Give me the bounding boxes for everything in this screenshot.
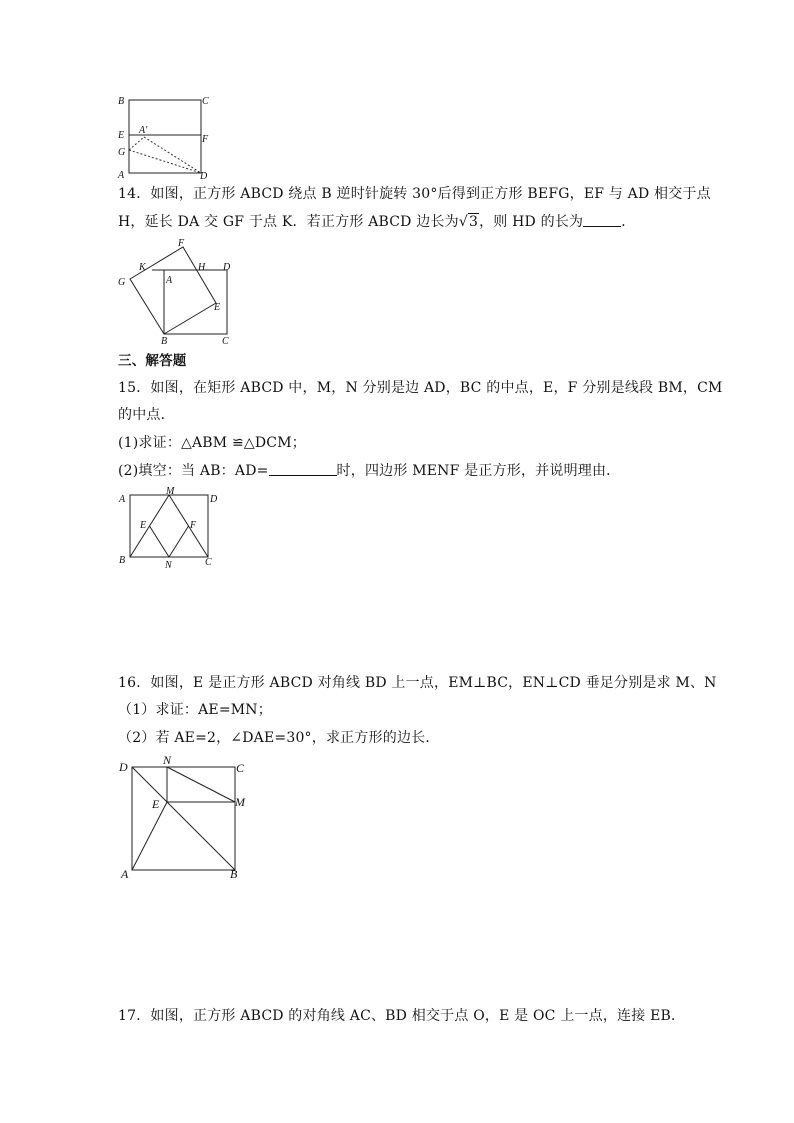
label-g: G bbox=[118, 277, 126, 288]
q14-line2-end: ． bbox=[621, 214, 636, 230]
label-e: E bbox=[140, 520, 147, 531]
q16-part1: （1）求证：AE=MN； bbox=[118, 702, 272, 718]
label-n: N bbox=[165, 560, 172, 571]
q14-line2-text-b: ，则 HD 的长为 bbox=[479, 214, 584, 230]
q16-part2: （2）若 AE=2，∠DAE=30°，求正方形的边长． bbox=[118, 730, 440, 746]
label-f: F bbox=[190, 520, 197, 531]
q16-line1: 16．如图，E 是正方形 ABCD 对角线 BD 上一点，EM⊥BC，EN⊥CD 垂足分别是求 M、N bbox=[118, 675, 717, 691]
label-n: N bbox=[163, 753, 172, 767]
label-b: B bbox=[161, 336, 168, 346]
q14-line2 bbox=[118, 212, 635, 232]
answer-blank[interactable] bbox=[269, 461, 337, 476]
sqrt-radicand: 3 bbox=[468, 214, 479, 230]
sqrt-expression bbox=[459, 212, 479, 232]
label-a: A bbox=[118, 170, 125, 180]
label-m: M bbox=[166, 486, 175, 497]
sqrt-symbol: √ bbox=[458, 214, 468, 230]
label-c: C bbox=[236, 761, 245, 775]
q15-part1: (1)求证：△ABM ≌△DCM； bbox=[118, 435, 306, 451]
q14-line2-text-a: H，延长 DA 交 GF 于点 K．若正方形 ABCD 边长为 bbox=[118, 214, 459, 230]
label-e: E bbox=[214, 302, 221, 313]
label-c: C bbox=[205, 557, 212, 568]
q15-part2-text-a: (2)填空：当 AB：AD= bbox=[118, 463, 269, 479]
answer-blank[interactable] bbox=[583, 212, 621, 227]
label-d: D bbox=[223, 262, 231, 273]
label-a: A bbox=[119, 494, 126, 505]
label-e: E bbox=[152, 797, 160, 811]
label-a-prime: A' bbox=[139, 125, 148, 136]
label-a: A bbox=[166, 275, 173, 286]
label-k: K bbox=[139, 262, 146, 273]
label-b: B bbox=[118, 96, 125, 107]
label-d: D bbox=[119, 760, 128, 774]
label-f: F bbox=[178, 238, 185, 249]
label-c: C bbox=[222, 336, 229, 346]
label-g: G bbox=[118, 147, 126, 158]
figure-q14 bbox=[112, 236, 242, 346]
label-h: H bbox=[198, 262, 206, 273]
figure-q15 bbox=[112, 484, 224, 572]
label-e: E bbox=[118, 130, 125, 141]
q17-line1: 17．如图，正方形 ABCD 的对角线 AC、BD 相交于点 O，E 是 OC 上一点，连接 EB． bbox=[118, 1008, 686, 1024]
label-c: C bbox=[202, 96, 209, 107]
label-d: D bbox=[210, 494, 218, 505]
label-f: F bbox=[202, 134, 209, 145]
figure-q13 bbox=[112, 92, 222, 180]
q15-line2: 的中点． bbox=[118, 407, 175, 423]
label-a: A bbox=[121, 867, 129, 881]
label-b: B bbox=[230, 867, 238, 881]
label-m: M bbox=[235, 795, 245, 809]
label-d: D bbox=[200, 171, 208, 180]
q15-part2-text-b: 时，四边形 MENF 是正方形，并说明理由． bbox=[336, 463, 621, 479]
label-b: B bbox=[119, 555, 126, 566]
section-heading: 三、解答题 bbox=[118, 353, 187, 369]
q15-part2 bbox=[118, 461, 620, 481]
q15-line1: 15．如图，在矩形 ABCD 中，M，N 分别是边 AD，BC 的中点，E，F 分别是线段 BM，CM bbox=[118, 380, 723, 396]
q14-line1: 14．如图，正方形 ABCD 绕点 B 逆时针旋转 30°后得到正方形 BEFG，EF 与 AD 相交于点 bbox=[118, 186, 711, 202]
figure-q16 bbox=[112, 752, 257, 884]
